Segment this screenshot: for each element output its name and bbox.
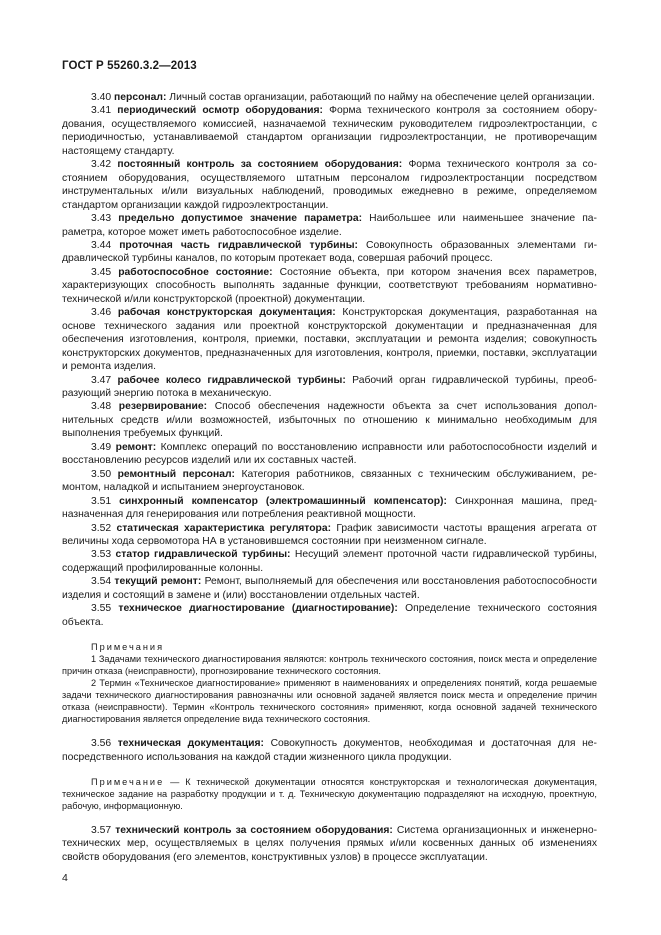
definition-entry — [62, 495, 597, 522]
entry-term: техническая документация: — [117, 738, 264, 750]
entry-text: Синхронная машина, предназначенная для генерирования или потребления реактивной мощности. — [62, 495, 598, 521]
entry-number: 3.56 — [91, 738, 112, 750]
entry-term: рабочая конструкторская документация: — [117, 307, 336, 319]
definition-entry — [62, 522, 597, 549]
entry-number: 3.47 — [91, 374, 112, 386]
entry-term: техническое диагностирование (диагностирование): — [118, 603, 398, 615]
entry-text: Наибольшее или наименьшее значение параметра, которое может иметь работоспособное изделие. — [62, 213, 597, 238]
entry-text: Форма технического контроля за состоянием оборудования, осуществляемого комиссией, назначаемой техническим руководителем гидроэлектростанции, с периодичностью, устанавливаемой стандартом организации гидроэлектростанции, не противоречащим настоящему стандарту. — [62, 105, 598, 157]
entry-number: 3.41 — [91, 105, 112, 117]
entry-text: Способ обеспечения надежности объекта за счет использования дополнительных средств и/или возможностей, избыточных по отношению к минимально необходимым для выполнения требуемых функций. — [62, 401, 598, 440]
entry-number: 3.52 — [91, 522, 112, 534]
entry-term: ремонт: — [115, 441, 157, 453]
definition-entry — [62, 306, 597, 373]
definition-entry — [62, 548, 597, 575]
definition-entry — [62, 575, 597, 602]
entry-term: рабочее колесо гидравлической турбины: — [117, 374, 346, 386]
entry-number: 3.57 — [91, 825, 112, 837]
entry-number: 3.43 — [91, 213, 112, 225]
entry-term: синхронный компенсатор (электромашинный компенсатор): — [119, 495, 447, 507]
entry-text: График зависимости частоты вращения агрегата от величины хода сервомотора НА в установившемся состоянии при неизменном сигнале. — [62, 522, 598, 547]
definition-entry — [62, 374, 597, 401]
entry-text: Определение технического состояния объекта. — [62, 603, 598, 628]
entry-text: Совокупность образованных элементами гидравлической турбины каналов, по которым протекает вода, совершая рабочий процесс. — [62, 239, 598, 265]
entry-text: Совокупность документов, необходимая и достаточная для непосредственного использования на каждой стадии жизненного цикла продукции. — [62, 738, 597, 763]
definition-entry — [62, 737, 597, 764]
definitions-list — [62, 91, 597, 629]
entry-number: 3.50 — [91, 468, 112, 480]
entry-number: 3.42 — [91, 159, 112, 171]
definition-entry — [62, 468, 597, 495]
entry-number: 3.40 — [91, 92, 112, 103]
entry-text: Категория работников, связанных с техническим обслуживанием, ремонтом, наладкой и испытанием энергоустановок. — [62, 468, 597, 494]
entry-term: работоспособное состояние: — [118, 266, 273, 278]
definition-entry — [62, 239, 597, 266]
entry-number: 3.54 — [91, 576, 112, 588]
notes-title: Примечания — [91, 642, 165, 653]
entry-text: Форма технического контроля за состоянием оборудования, осуществляемого штатным персоналом гидроэлектростанции посредством инструментальных и/или визуальных наблюдений, проводимых ежедневно в режиме, определяемом стандартом организации каждой гидроэлектростанции. — [62, 159, 598, 211]
entry-text: Конструкторская документация, разработанная на основе технического задания или проектной конструкторской документации и предназначенная для обеспечения изготовления, контроля, приемки, поставки, эксплуатации и ремонта изделия; совокупность конструкторских документов, предназначенных для изготовления, контроля, приемки, поставки, эксплуатации и ремонта изделия. — [62, 307, 597, 373]
definition-entry — [62, 104, 597, 158]
entry-number: 3.48 — [91, 401, 112, 413]
entry-text: Личный состав организации, работающий по найму на обеспечение целей организации. — [169, 92, 595, 103]
note-inline — [62, 776, 597, 812]
note-text: — К технической документации относятся конструкторская и технологическая документация, техническое задание на разработку продукции и т. д. Техническую документацию подразделяют на исходную, проектную, рабочую, информационную. — [62, 777, 597, 812]
entry-text: Несущий элемент проточной части гидравлической турбины, содержащий профилированные колонны. — [62, 549, 598, 574]
definition-entry — [62, 824, 597, 864]
entry-number: 3.44 — [91, 239, 112, 251]
entry-term: периодический осмотр оборудования: — [117, 105, 323, 117]
entry-number: 3.53 — [91, 549, 112, 561]
definition-entry — [62, 158, 597, 212]
entry-number: 3.49 — [91, 441, 112, 453]
entry-term: статическая характеристика регулятора: — [116, 522, 332, 534]
page-number: 4 — [62, 872, 68, 884]
note-item: 2 Термин «Техническое диагностирование» применяют в наименованиях и определениях понятий, когда решаемые задачи технического диагностирования равнозначны или основной задачей является поиск места и определение причин отказа (неисправности). Термин «Контроль технического состояния» применяют, когда основной задачей технического диагностирования является определение вида технического состояния. — [62, 678, 597, 725]
definition-entry — [62, 212, 597, 239]
note-item: 1 Задачами технического диагностирования являются: контроль технического состояния, поиск места и определение причин отказа (неисправности), прогнозирование технического состояния. — [62, 654, 597, 677]
document-body — [62, 91, 597, 864]
entry-text: Комплекс операций по восстановлению исправности или работоспособности изделий и восстановлению ресурсов изделий или их составных частей. — [62, 441, 598, 467]
definition-entry — [62, 400, 597, 440]
definition-entry — [62, 441, 597, 468]
definition-entry — [62, 602, 597, 629]
definition-entry — [62, 91, 597, 104]
entry-term: предельно допустимое значение параметра: — [118, 213, 363, 225]
definition-entry — [62, 266, 597, 306]
entry-term: текущий ремонт: — [114, 576, 202, 588]
entry-text: Ремонт, выполняемый для обеспечения или восстановления работоспособности изделия и состоящий в замене и (или) восстановлении отдельных частей. — [62, 576, 598, 601]
entry-number: 3.46 — [91, 307, 112, 319]
entry-term: ремонтный персонал: — [117, 468, 235, 480]
document-header: ГОСТ Р 55260.3.2—2013 — [62, 60, 197, 72]
entry-text: Состояние объекта, при котором значения всех параметров, характеризующих способность выполнять заданные функции, соответствуют требованиям нормативно-технической и/или конструкторской (проектной) документации. — [62, 266, 597, 305]
entry-text: Система организационных и инженерно-технических мер, осуществляемых в целях получения прямых и/или косвенных данных об изменениях свойств оборудования (его элементов, конструктивных узлов) в процессе эксплуатации. — [62, 825, 598, 863]
entry-number: 3.51 — [91, 495, 112, 507]
entry-term: технический контроль за состоянием оборудования: — [115, 825, 393, 837]
entry-number: 3.55 — [91, 603, 112, 615]
entry-text: Рабочий орган гидравлической турбины, преобразующий энергию потока в механическую. — [62, 374, 597, 399]
note-label: Примечание — [91, 777, 165, 788]
entry-term: проточная часть гидравлической турбины: — [119, 239, 358, 251]
entry-number: 3.45 — [91, 266, 112, 278]
entry-term: статор гидравлической турбины: — [115, 549, 291, 561]
entry-term: персонал: — [114, 92, 167, 103]
notes-block — [62, 641, 597, 725]
entry-term: резервирование: — [118, 401, 208, 413]
entry-term: постоянный контроль за состоянием оборудования: — [117, 159, 403, 171]
